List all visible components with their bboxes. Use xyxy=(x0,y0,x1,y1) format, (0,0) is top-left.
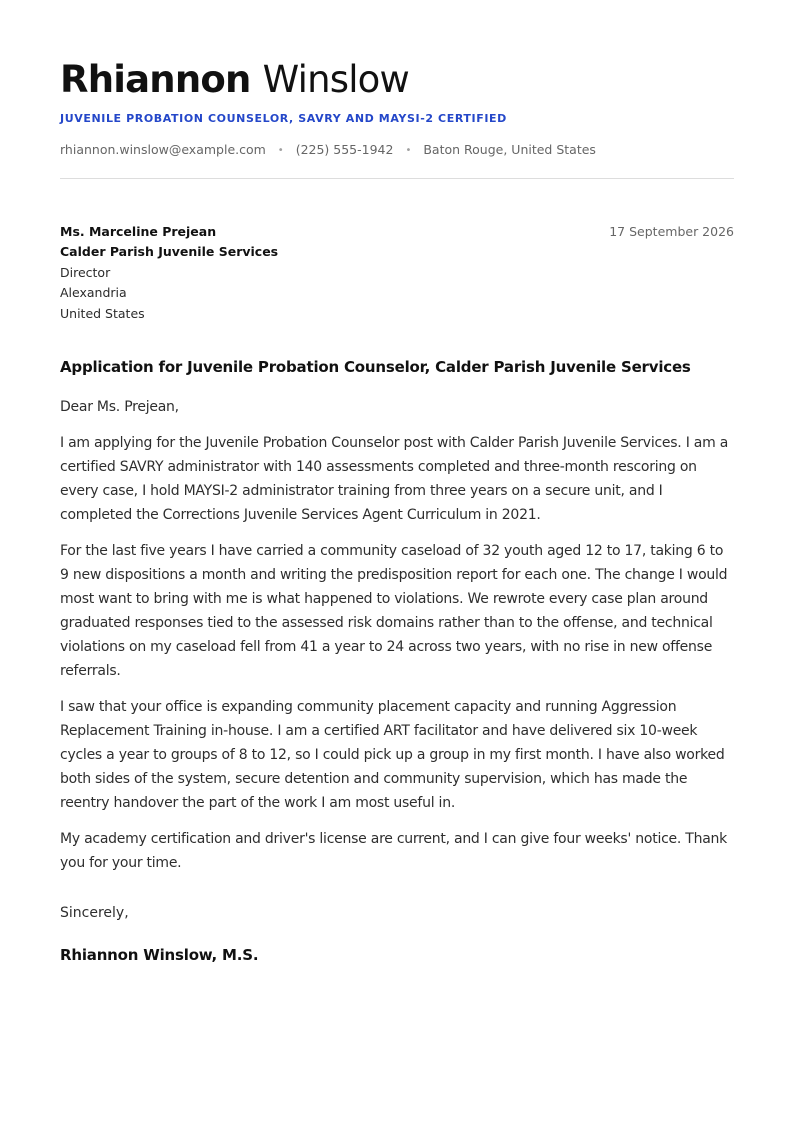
body-paragraph: For the last five years I have carried a community caseload of 32 youth aged 12 to 17, taking 6 to 9 new dispositions a month and writing the predisposition report for each one. The change I would most want to bring with me is what happened to violations. We rewrote every case plan around graduated responses tied to the assessed risk domains rather than to the offense, and technical violations on my caseload fell from 41 a year to 24 across two years, with no rise in new offense referrals. xyxy=(60,543,728,680)
recipient-name: Ms. Marceline Prejean xyxy=(60,224,217,239)
letter-subject: Application for Juvenile Probation Counselor, Calder Parish Juvenile Services xyxy=(60,358,691,377)
contact-location: Baton Rouge, United States xyxy=(423,142,596,157)
recipient-organization: Calder Parish Juvenile Services xyxy=(60,244,279,260)
letter-date: 17 September 2026 xyxy=(609,224,734,239)
applicant-name xyxy=(60,58,734,102)
body-paragraph: I am applying for the Juvenile Probation Counselor post with Calder Parish Juvenile Services. I am a certified SAVRY administrator with 140 assessments completed and three-month rescoring on every case, I hold MAYSI-2 administrator training from three years on a secure unit, and I completed the Corrections Juvenile Services Agent Curriculum in 2021. xyxy=(60,435,729,524)
closing: Sincerely, xyxy=(60,905,129,922)
recipient-role: Director xyxy=(60,264,111,280)
salutation: Dear Ms. Prejean, xyxy=(60,399,179,416)
body-paragraph: My academy certification and driver's license are current, and I can give four weeks' notice. Thank you for your time. xyxy=(60,831,728,872)
recipient-block xyxy=(60,222,734,324)
signature: Rhiannon Winslow, M.S. xyxy=(60,946,259,965)
contact-line xyxy=(60,142,734,157)
recipient-country: United States xyxy=(60,305,145,321)
contact-phone: (225) 555-1942 xyxy=(295,142,394,157)
applicant-title: JUVENILE PROBATION COUNSELOR, SAVRY AND MAYSI-2 CERTIFIED xyxy=(60,112,507,125)
applicant-first-name: Rhiannon xyxy=(60,58,251,101)
contact-email: rhiannon.winslow@example.com xyxy=(60,142,266,157)
applicant-last-name: Winslow xyxy=(262,58,409,101)
letter-body xyxy=(60,395,734,875)
recipient-city: Alexandria xyxy=(60,285,127,301)
contact-separator: • xyxy=(405,145,412,156)
contact-separator: • xyxy=(277,145,284,156)
body-paragraph: I saw that your office is expanding community placement capacity and running Aggression Replacement Training in-house. I am a certified ART facilitator and have delivered six 10-week cycles a year to groups of 8 to 12, so I could pick up a group in my first month. I have also worked both sides of the system, secure detention and community supervision, which has made the reentry handover the part of the work I am most useful in. xyxy=(60,699,725,812)
header-divider xyxy=(60,178,734,179)
